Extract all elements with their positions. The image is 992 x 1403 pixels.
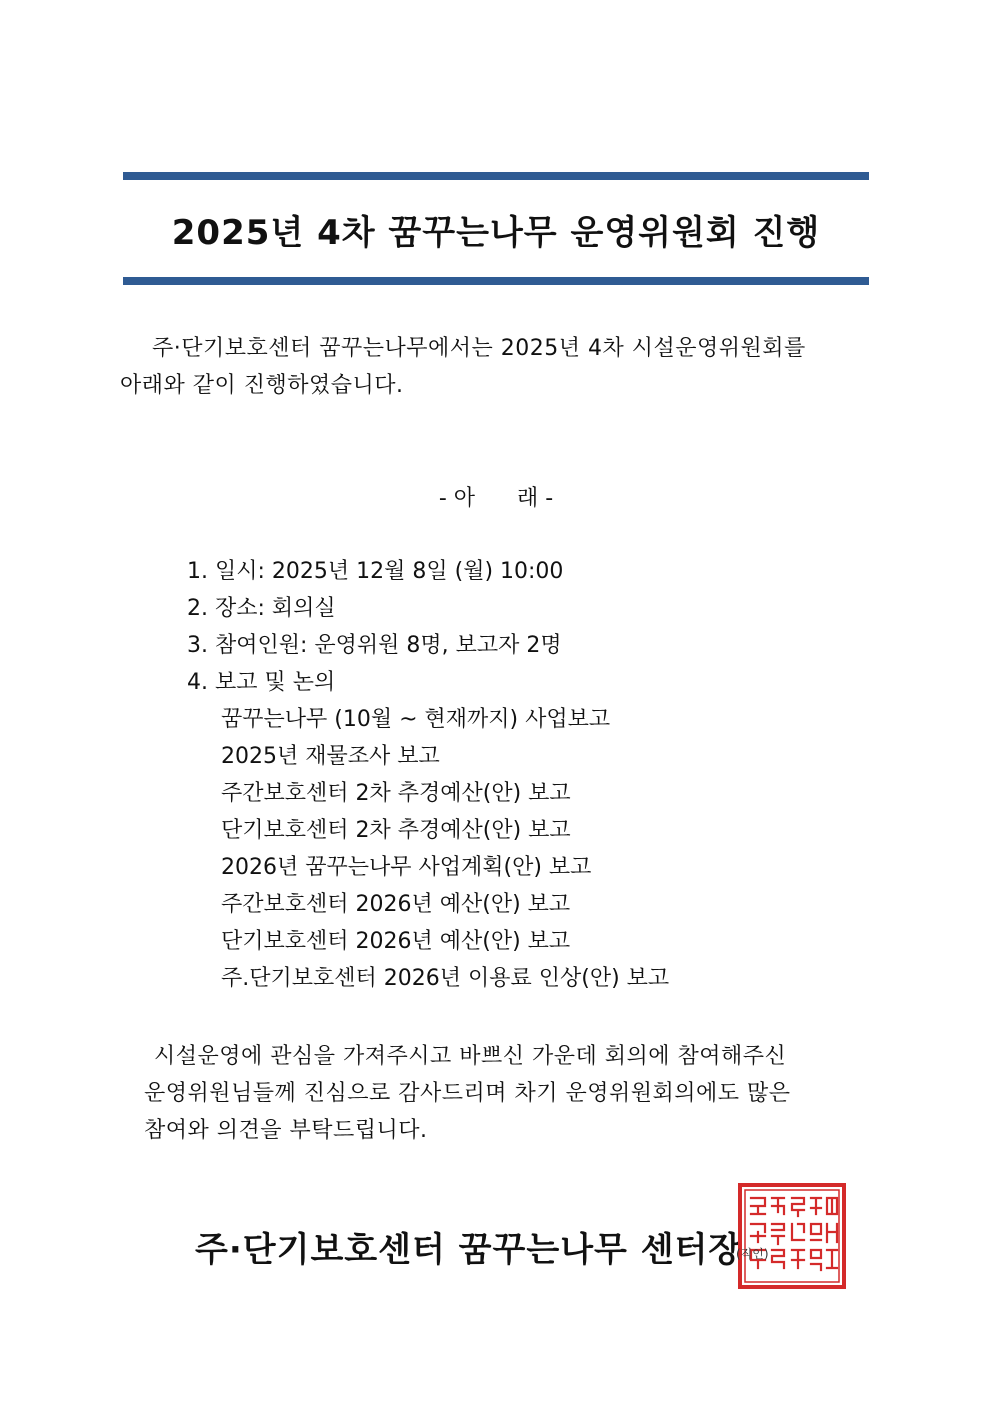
- report-item: 주.단기보호센터 2026년 이용료 인상(안) 보고: [221, 966, 670, 991]
- title-bottom-rule: [123, 277, 869, 285]
- report-item: 2025년 재물조사 보고: [221, 744, 440, 769]
- report-item: 꿈꾸는나무 (10월 ~ 현재까지) 사업보고: [221, 707, 611, 732]
- agenda-item-reports: 4. 보고 및 논의: [187, 670, 336, 695]
- agenda-item-place: 2. 장소: 회의실: [187, 596, 336, 621]
- report-item: 주간보호센터 2026년 예산(안) 보고: [221, 892, 571, 917]
- below-heading: - 아 래 -: [438, 486, 554, 511]
- official-seal-stamp: [737, 1182, 847, 1290]
- closing-line-1: 시설운영에 관심을 가져주시고 바쁘신 가운데 회의에 참여해주신: [154, 1044, 787, 1069]
- closing-paragraph: [144, 1038, 884, 1149]
- intro-line-2: 아래와 같이 진행하였습니다.: [120, 373, 404, 398]
- signature-line: 주·단기보호센터 꿈꾸는나무 센터장: [195, 1230, 743, 1270]
- report-item: 단기보호센터 2026년 예산(안) 보고: [221, 929, 571, 954]
- document-title: 2025년 4차 꿈꾸는나무 운영위원회 진행: [171, 213, 821, 253]
- agenda-list: [187, 553, 669, 997]
- agenda-item-date: 1. 일시: 2025년 12월 8일 (월) 10:00: [187, 559, 564, 584]
- report-item: 단기보호센터 2차 추경예산(안) 보고: [221, 818, 571, 843]
- agenda-item-attendees: 3. 참여인원: 운영위원 8명, 보고자 2명: [187, 633, 562, 658]
- closing-line-2: 운영위원님들께 진심으로 감사드리며 차기 운영위원회의에도 많은: [144, 1081, 791, 1106]
- seal-note: (직인): [736, 1247, 769, 1261]
- report-item: 2026년 꿈꾸는나무 사업계획(안) 보고: [221, 855, 592, 880]
- closing-line-3: 참여와 의견을 부탁드립니다.: [144, 1118, 428, 1143]
- report-item: 주간보호센터 2차 추경예산(안) 보고: [221, 781, 571, 806]
- intro-paragraph: [120, 330, 880, 404]
- intro-line-1: 주·단기보호센터 꿈꾸는나무에서는 2025년 4차 시설운영위원회를: [152, 336, 806, 361]
- title-top-rule: [123, 172, 869, 180]
